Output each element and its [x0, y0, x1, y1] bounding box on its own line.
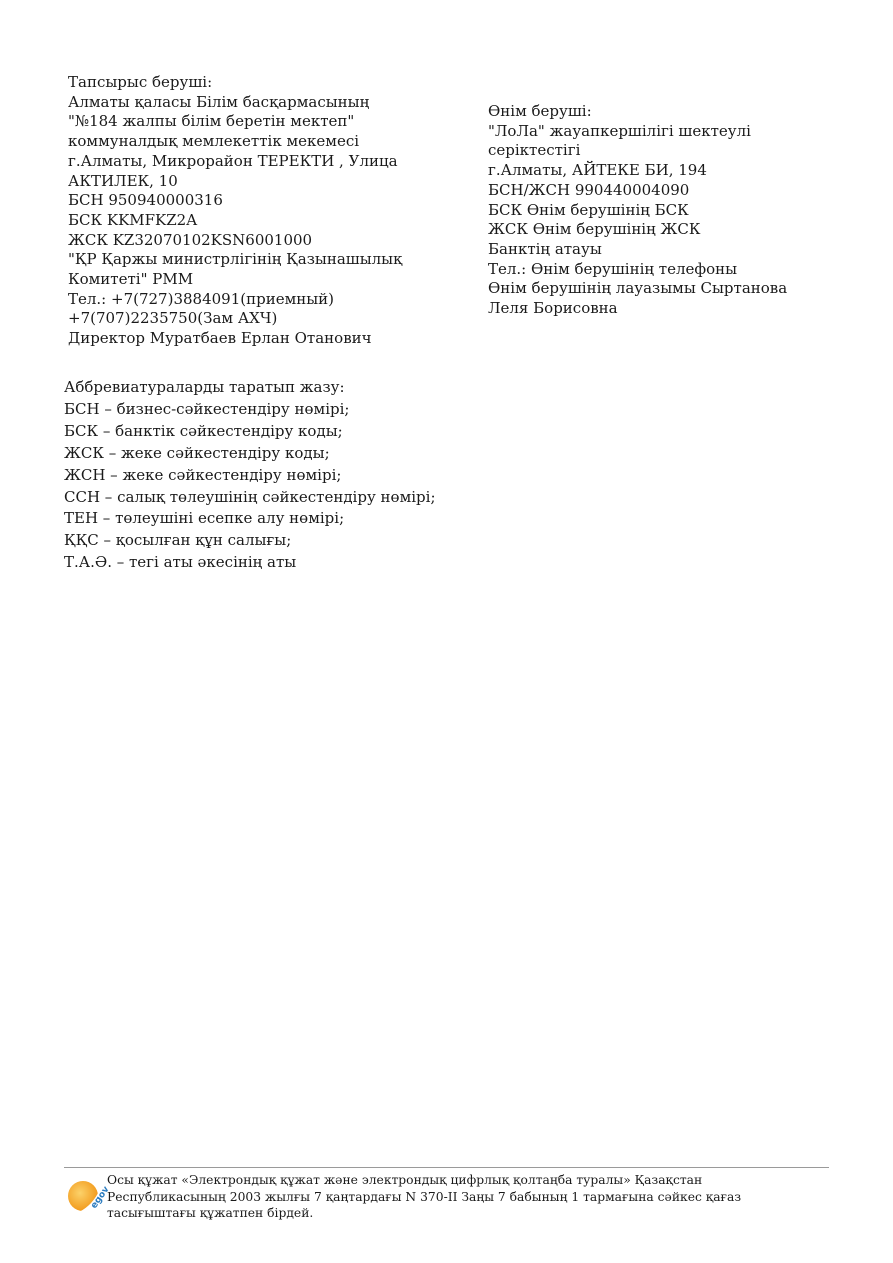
- customer-line: БСН 950940000316: [68, 191, 223, 210]
- abbreviation-item: БСН – бизнес-сәйкестендіру нөмірі;: [64, 399, 350, 418]
- supplier-line: ЖСК Өнім берушінің ЖСК: [488, 220, 701, 239]
- footer-line: Республикасының 2003 жылғы 7 қаңтардағы N 370-II Заңы 7 бабының 1 тармағына сәйкес қағаз: [107, 1189, 742, 1204]
- customer-line: Алматы қаласы Білім басқармасының: [68, 92, 370, 111]
- footer-line: тасығыштағы құжатпен бірдей.: [107, 1206, 314, 1220]
- abbreviation-item: ЖСН – жеке сәйкестендіру нөмірі;: [64, 465, 342, 484]
- customer-line: Комитеті" РММ: [68, 270, 194, 289]
- abbreviation-item: ЖСК – жеке сәйкестендіру коды;: [64, 443, 330, 462]
- egov-seal-graphic: [67, 1179, 112, 1213]
- abbreviations-list: [64, 377, 436, 574]
- footer-line: Осы құжат «Электрондық құжат және электрондық цифрлық қолтаңба туралы» Қазақстан: [107, 1173, 703, 1187]
- supplier-line: Өнім берушінің лауазымы Сыртанова: [488, 279, 788, 298]
- customer-line: г.Алматы, Микрорайон ТЕРЕКТИ , Улица: [68, 151, 398, 170]
- abbreviations-title: Аббревиатураларды таратып жазу:: [64, 378, 345, 396]
- customer-line: "ҚР Қаржы министрлігінің Қазынашылық: [68, 250, 403, 269]
- supplier-line: БСН/ЖСН 990440004090: [488, 180, 690, 199]
- footer-divider: [64, 1167, 829, 1168]
- abbreviation-item: ҚҚС – қосылған құн салығы;: [64, 531, 292, 550]
- abbreviation-item: ССН – салық төлеушінің сәйкестендіру нөмірі;: [64, 487, 436, 506]
- supplier-line: г.Алматы, АЙТЕКЕ БИ, 194: [488, 161, 707, 180]
- abbreviation-item: Т.А.Ә. – тегі аты әкесінің аты: [64, 553, 297, 572]
- abbreviation-item: БСК – банктік сәйкестендіру коды;: [64, 421, 343, 440]
- supplier-line: Тел.: Өнім берушінің телефоны: [488, 259, 738, 278]
- customer-line: Директор Муратбаев Ерлан Отанович: [68, 329, 372, 348]
- customer-line: АКТИЛЕК, 10: [68, 171, 178, 190]
- supplier-heading: Өнім беруші:: [488, 102, 592, 120]
- customer-line: +7(707)2235750(Зам АХЧ): [68, 309, 278, 328]
- supplier-line: Банктің атауы: [488, 239, 602, 258]
- supplier-line: "ЛоЛа" жауапкершілігі шектеулі: [488, 121, 751, 140]
- customer-line: коммуналдық мемлекеттік мекемесі: [68, 132, 360, 151]
- egov-logo-text: egov: [89, 1184, 112, 1211]
- footer-legal-notice: [107, 1172, 741, 1222]
- customer-heading: Тапсырыс беруші:: [68, 73, 213, 91]
- customer-details: [68, 73, 402, 349]
- abbreviation-item: ТЕН – төлеушіні есепке алу нөмірі;: [64, 509, 345, 528]
- customer-line: "№184 жалпы білім беретін мектеп": [68, 112, 355, 131]
- customer-line: БСК KKMFKZ2A: [68, 210, 198, 229]
- supplier-line: Леля Борисовна: [488, 299, 618, 318]
- supplier-line: БСК Өнім берушінің БСК: [488, 200, 689, 219]
- supplier-line: серіктестігі: [488, 141, 581, 160]
- customer-line: ЖСК KZ32070102KSN6001000: [68, 230, 313, 249]
- egov-seal-icon: [67, 1179, 112, 1213]
- supplier-details: [488, 102, 787, 319]
- customer-line: Тел.: +7(727)3884091(приемный): [68, 289, 335, 308]
